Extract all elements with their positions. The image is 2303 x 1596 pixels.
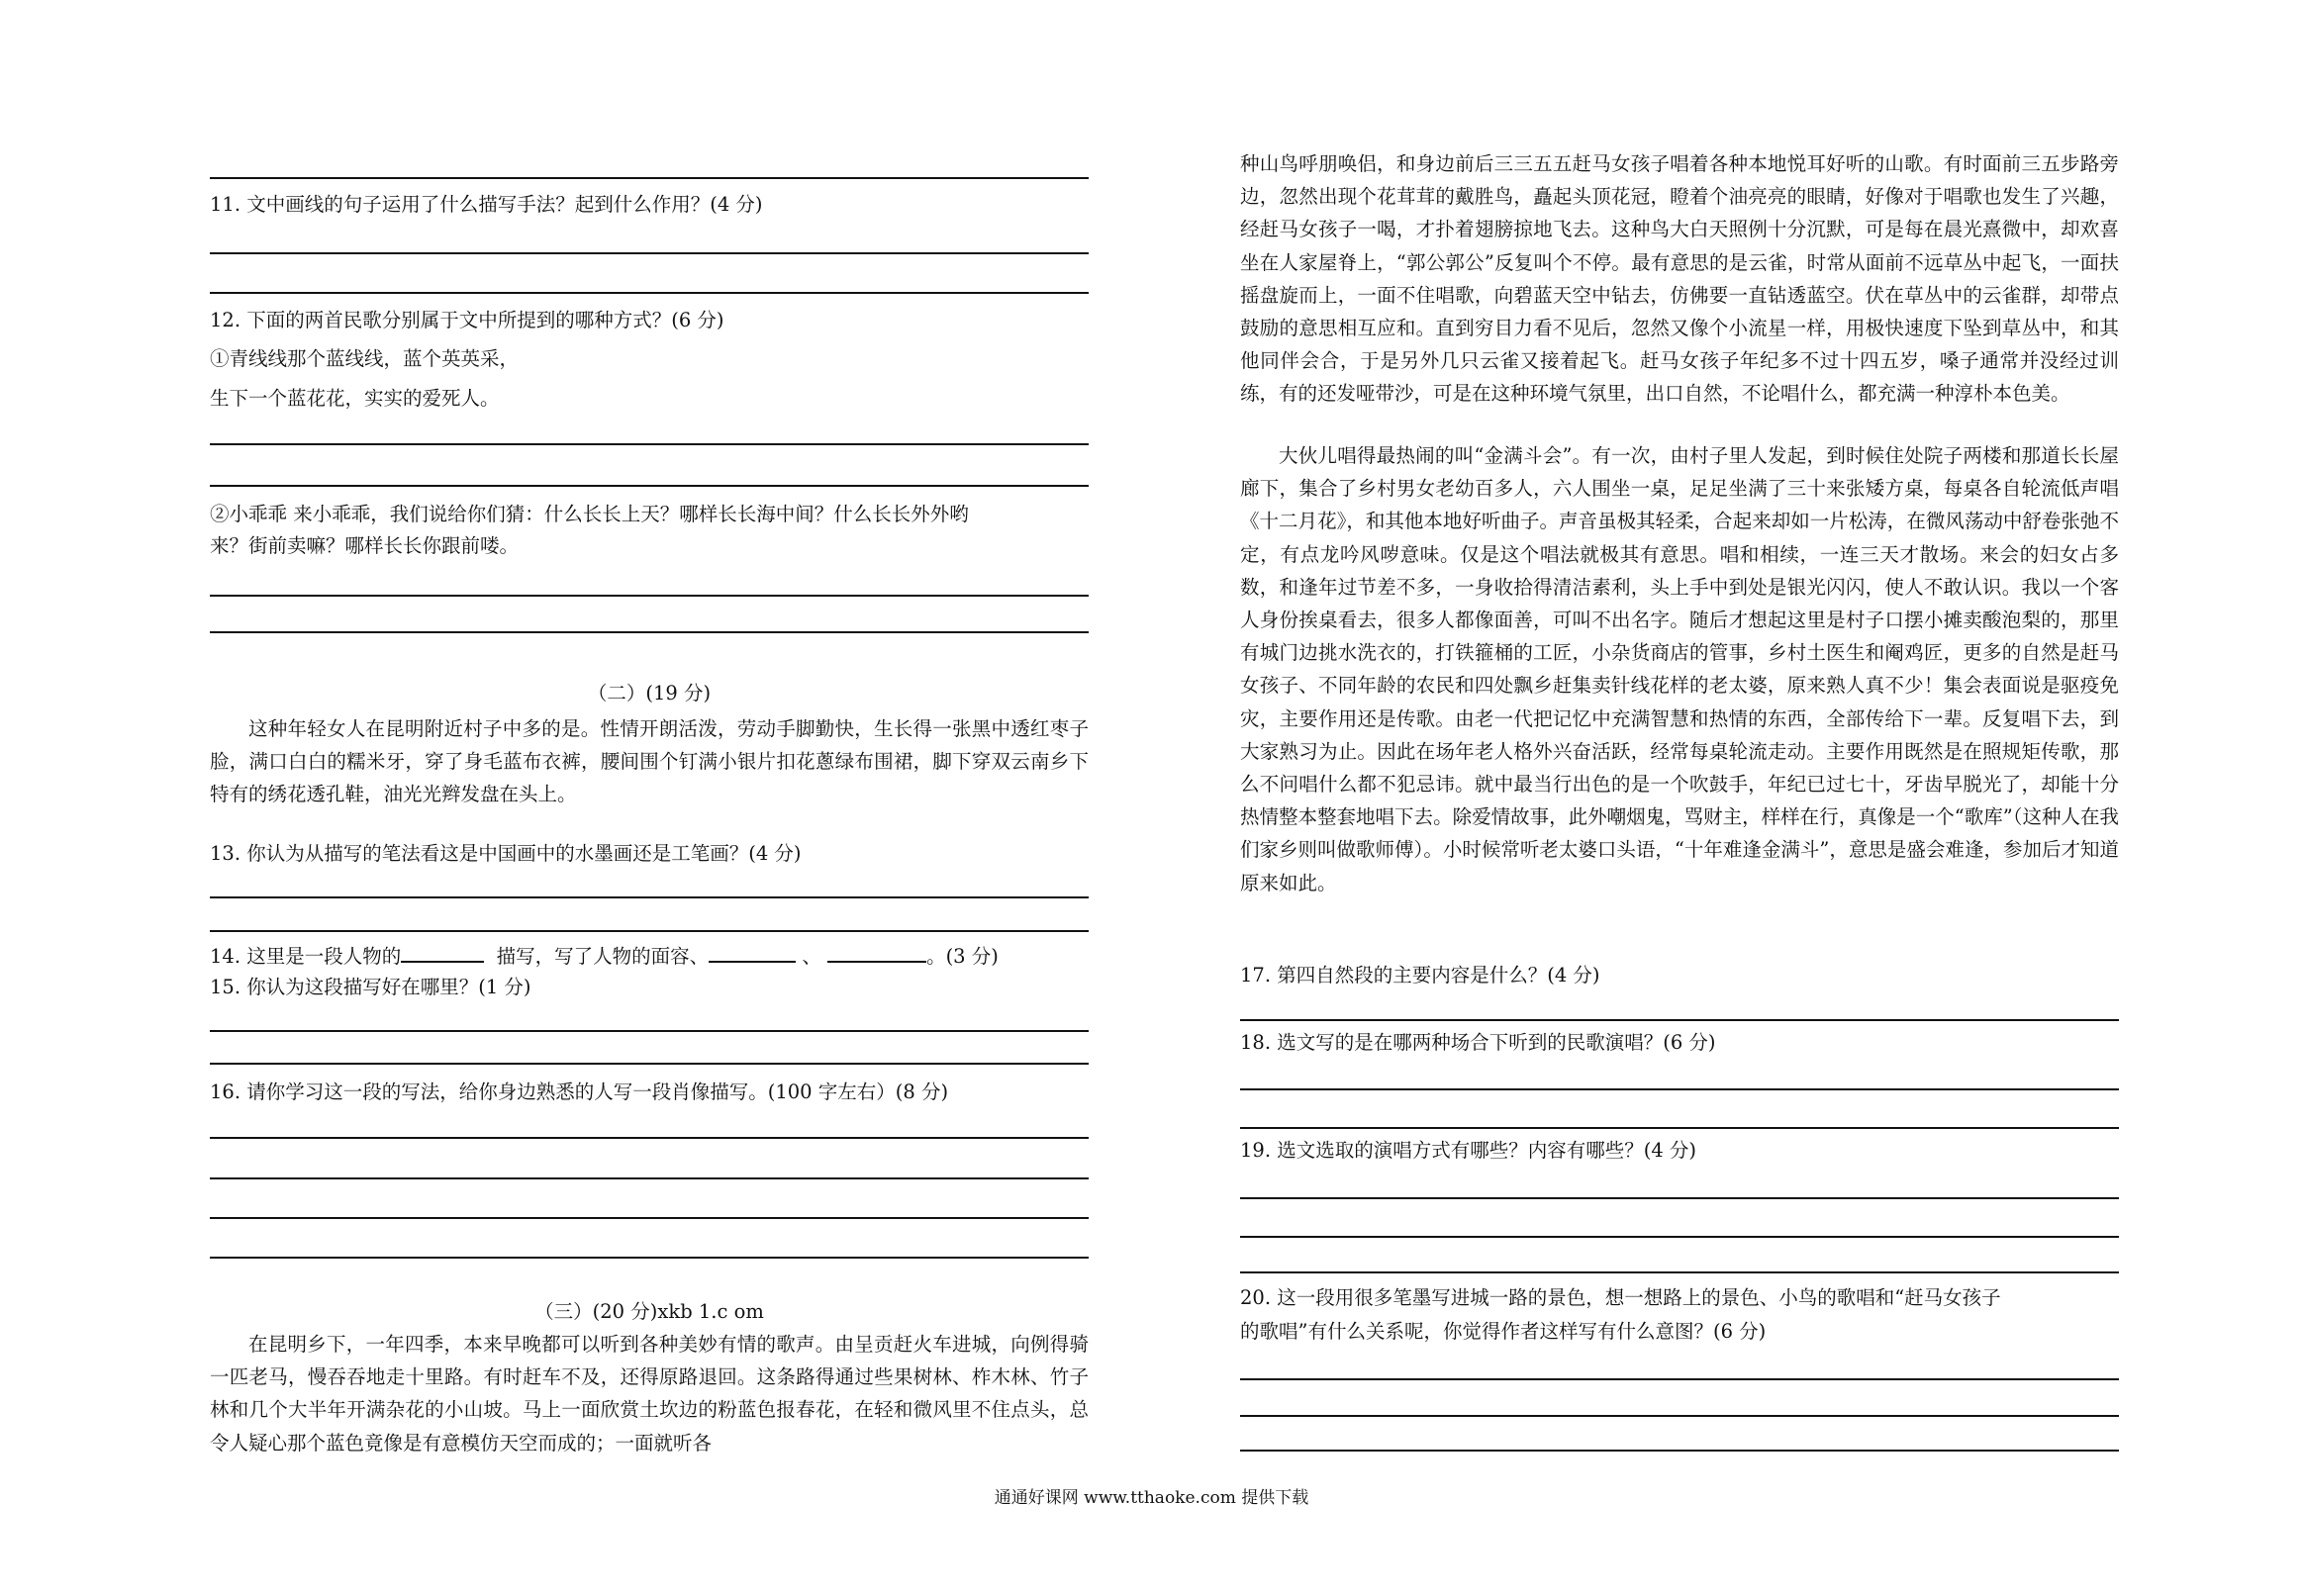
answer-line (210, 1063, 1089, 1065)
answer-line (210, 930, 1089, 932)
section-3-passage: 在昆明乡下，一年四季，本来早晚都可以听到各种美妙有情的歌声。由呈贡赶火车进城，向例得骑一匹老马，慢吞吞地走十里路。有时赶车不及，还得原路退回。这条路得通过些果树林、柞木林、竹子林和几个大半年开满杂花的小山坡。马上一面欣赏土坎边的粉蓝色报春花，在轻和微风里不住点头，总令人疑心那个蓝色竟像是有意模仿天空而成的；一面就听各 (210, 1333, 1089, 1455)
question-18: 18. 选文写的是在哪两种场合下听到的民歌演唱？(6 分) (1240, 1031, 1716, 1054)
answer-line (1240, 1271, 2119, 1273)
answer-line (210, 896, 1089, 898)
blank-1[interactable] (401, 941, 484, 963)
answer-line (210, 177, 1089, 179)
answer-line (1240, 1236, 2119, 1238)
blank-3[interactable] (827, 941, 926, 963)
answer-line (210, 292, 1089, 294)
answer-line (210, 1217, 1089, 1219)
section-3-title: （三）(20 分)xkb 1.c om (534, 1300, 764, 1323)
answer-line (1240, 1415, 2119, 1417)
question-12: 12. 下面的两首民歌分别属于文中所提到的哪种方式？(6 分) (210, 309, 724, 331)
answer-line (210, 1257, 1089, 1259)
question-17: 17. 第四自然段的主要内容是什么？(4 分) (1240, 964, 1600, 986)
passage-paragraph-4: 大伙儿唱得最热闹的叫“金满斗会”。有一次，由村子里人发起，到时候住处院子两楼和那道长长屋廊下，集合了乡村男女老幼百多人，六人围坐一桌，足足坐满了三十来张矮方桌，每桌各自轮流低声唱《十二月花》，和其他本地好听曲子。声音虽极其轻柔，合起来却如一片松涛，在微风荡动中舒卷张弛不定，有点龙吟风哕意味。仅是这个唱法就极其有意思。唱和相续，一连三天才散场。来会的妇女占多数，和逢年过节差不多，一身收拾得清洁素利，头上手中到处是银光闪闪，使人不敢认识。我以一个客人身份挨桌看去，很多人都像面善，可叫不出名字。随后才想起这里是村子口摆小摊卖酸泡梨的，那里有城门边挑水洗衣的，打铁箍桶的工匠，小杂货商店的管事，乡村土医生和阉鸡匠，更多的自然是赶马女孩子、不同年龄的农民和四处飘乡赶集卖针线花样的老太婆，原来熟人真不少！集会表面说是驱疫免灾，主要作用还是传歌。由老一代把记忆中充满智慧和热情的东西，全部传给下一辈。反复唱下去，到大家熟习为止。因此在场年老人格外兴奋活跃，经常每桌轮流走动。主要作用既然是在照规矩传歌，那么不问唱什么都不犯忌讳。就中最当行出色的是一个吹鼓手，年纪已过七十，牙齿早脱光了，却能十分热情整本整套地唱下去。除爱情故事，此外嘲烟鬼，骂财主，样样在行，真像是一个“歌库”（这种人在我们家乡则叫做歌师傅）。小时候常听老太婆口头语，“十年难逢金满斗”，意思是盛会难逢，参加后才知道原来如此。 (1240, 444, 2119, 894)
answer-line (1240, 1450, 2119, 1452)
question-20-line-1: 20. 这一段用很多笔墨写进城一路的景色，想一想路上的景色、小鸟的歌唱和“赶马女孩子 (1240, 1286, 2001, 1309)
passage-paragraph-continued: 种山鸟呼朋唤侣，和身边前后三三五五赶马女孩子唱着各种本地悦耳好听的山歌。有时面前三五步路旁边，忽然出现个花茸茸的戴胜鸟，矗起头顶花冠，瞪着个油亮亮的眼睛，好像对于唱歌也发生了兴趣，经赶马女孩子一喝，才扑着翅膀掠地飞去。这种鸟大白天照例十分沉默，可是每在晨光熹微中，却欢喜坐在人家屋脊上，“郭公郭公”反复叫个不停。最有意思的是云雀，时常从面前不远草丛中起飞，一面扶摇盘旋而上，一面不住唱歌，向碧蓝天空中钻去，仿佛要一直钻透蓝空。伏在草丛中的云雀群，却带点鼓励的意思相互应和。直到穷目力看不见后，忽然又像个小流星一样，用极快速度下坠到草丛中，和其他同伴会合，于是另外几只云雀又接着起飞。赶马女孩子年纪多不过十四五岁，嗓子通常并没经过训练，有的还发哑带沙，可是在这种环境气氛里，出口自然，不论唱什么，都充满一种淳朴本色美。 (1240, 152, 2119, 406)
folk-song-2-line-1: ②小乖乖 来小乖乖，我们说给你们猜：什么长长上天？哪样长长海中间？什么长长外外哟 (210, 503, 969, 525)
section-2-title: （二）(19 分) (587, 682, 712, 704)
answer-line (210, 595, 1089, 597)
section-2-passage: 这种年轻女人在昆明附近村子中多的是。性情开朗活泼，劳动手脚勤快，生长得一张黑中透红枣子脸，满口白白的糯米牙，穿了身毛蓝布衣裤，腰间围个钉满小银片扣花蔥绿布围裙，脚下穿双云南乡下特有的绣花透孔鞋，油光光辫发盘在头上。 (210, 717, 1089, 806)
question-15: 15. 你认为这段描写好在哪里？(1 分) (210, 976, 531, 998)
blank-2[interactable] (709, 941, 796, 963)
answer-line (1240, 1197, 2119, 1199)
answer-line (1240, 1019, 2119, 1021)
question-11: 11. 文中画线的句子运用了什么描写手法？起到什么作用？(4 分) (210, 193, 763, 216)
folk-song-1-line-1: ①青线线那个蓝线线，蓝个英英采， (210, 347, 520, 370)
question-13: 13. 你认为从描写的笔法看这是中国画中的水墨画还是工笔画？(4 分) (210, 842, 802, 865)
folk-song-2-line-2: 来？街前卖嘛？哪样长长你跟前喽。 (210, 534, 520, 557)
answer-line (1240, 1127, 2119, 1129)
answer-line (210, 443, 1089, 445)
question-19: 19. 选文选取的演唱方式有哪些？内容有哪些？(4 分) (1240, 1139, 1697, 1162)
q14-text-3: 、 (802, 945, 821, 968)
answer-line (210, 1030, 1089, 1032)
q14-text-4: 。(3 分) (926, 945, 999, 968)
q14-text-2: 描写，写了人物的面容、 (496, 945, 710, 968)
folk-song-1-line-2: 生下一个蓝花花，实实的爱死人。 (210, 387, 500, 410)
question-16: 16. 请你学习这一段的写法，给你身边熟悉的人写一段肖像描写。(100 字左右）(8 分) (210, 1080, 949, 1103)
question-20-line-2: 的歌唱”有什么关系呢，你觉得作者这样写有什么意图？(6 分) (1240, 1320, 1767, 1343)
q14-text-1: 14. 这里是一段人物的 (210, 945, 402, 968)
answer-line (210, 485, 1089, 487)
answer-line (210, 1137, 1089, 1139)
question-14 (210, 941, 1089, 971)
answer-line (210, 631, 1089, 633)
answer-line (1240, 1088, 2119, 1090)
page-footer: 通通好课网 www.tthaoke.com 提供下载 (994, 1488, 1309, 1508)
answer-line (210, 1177, 1089, 1179)
answer-line (210, 252, 1089, 254)
answer-line (1240, 1378, 2119, 1380)
